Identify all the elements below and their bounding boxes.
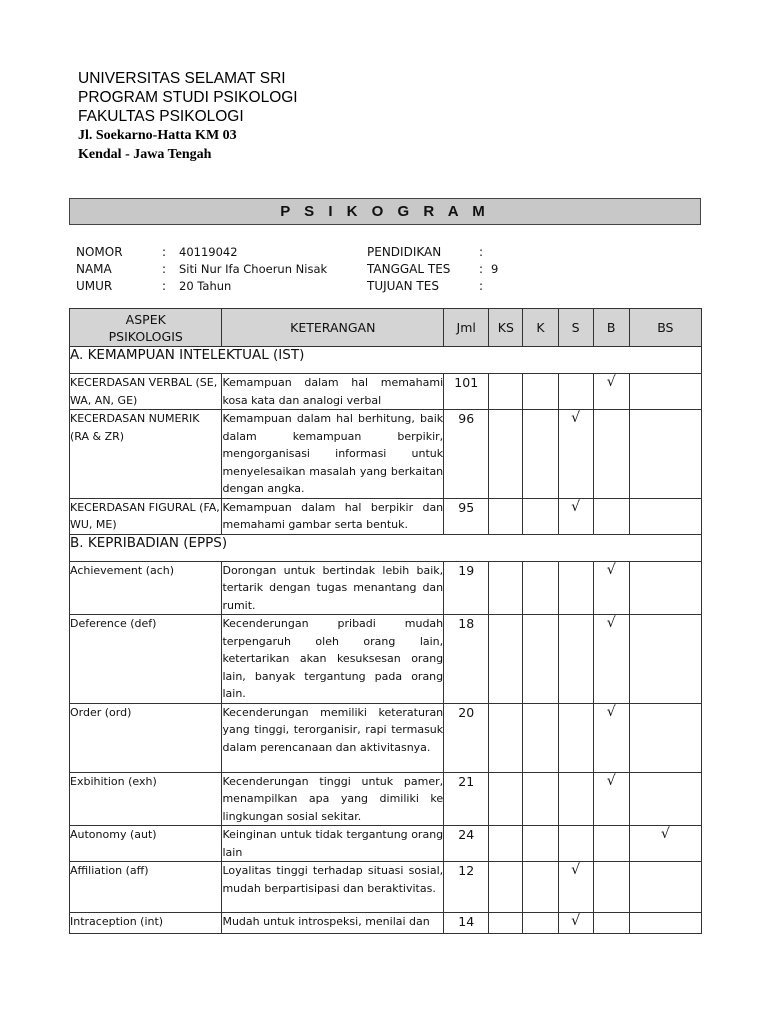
rating-cell-s [558,862,593,913]
rating-cell-ks [489,703,523,772]
aspek-cell: KECERDASAN NUMERIK (RA & ZR) [70,410,222,499]
section-row [70,347,702,374]
identity-label: PENDIDIKAN [367,245,442,259]
psychogram-table [69,308,702,934]
aspek-cell: Affiliation (aff) [70,862,222,913]
keterangan-cell: Mudah untuk introspeksi, menilai dan [222,913,444,934]
jml-cell: 19 [444,561,489,615]
identity-value: 40119042 [179,245,238,259]
rating-cell-ks [489,498,523,534]
jml-cell: 24 [444,826,489,862]
rating-cell-s [558,826,593,862]
document-title: P S I K O G R A M [280,203,490,220]
aspek-cell: Deference (def) [70,615,222,704]
rating-cell-b [593,703,629,772]
identity-row-tanggal-tes [367,261,498,278]
rating-cell-b [593,615,629,704]
rating-cell-bs [629,862,701,913]
table-row [70,615,702,704]
rating-cell-ks [489,913,523,934]
rating-cell-s [558,374,593,410]
rating-cell-bs [629,410,701,499]
rating-cell-bs [629,615,701,704]
rating-cell-bs [629,703,701,772]
check-mark: √ [660,826,670,842]
table-row [70,862,702,913]
aspek-cell: Autonomy (aut) [70,826,222,862]
rating-cell-s [558,410,593,499]
identity-label: NAMA [76,262,112,276]
rating-cell-bs [629,826,701,862]
rating-cell-k [523,703,558,772]
header-b: B [593,309,629,347]
rating-cell-k [523,862,558,913]
rating-cell-s [558,772,593,826]
rating-cell-ks [489,772,523,826]
check-mark: √ [571,913,581,929]
keterangan-cell: Kemampuan dalam hal memahami kosa kata dan analogi verbal [222,374,444,410]
rating-cell-b [593,862,629,913]
header-s: S [558,309,593,347]
identity-colon: : [162,262,167,276]
jml-cell: 96 [444,410,489,499]
identity-row-nama [76,261,327,278]
rating-cell-ks [489,410,523,499]
check-mark: √ [606,703,616,720]
identity-colon: : [479,245,484,259]
table-row [70,498,702,534]
rating-cell-k [523,826,558,862]
header-bs: BS [629,309,701,347]
rating-cell-ks [489,615,523,704]
table-row [70,374,702,410]
identity-row-nomor [76,244,327,261]
header-k: K [523,309,558,347]
identity-row-tujuan-tes [367,278,498,295]
aspek-cell: KECERDASAN FIGURAL (FA, WU, ME) [70,498,222,534]
header-keterangan: KETERANGAN [222,309,444,347]
rating-cell-b [593,410,629,499]
keterangan-cell: Kecenderungan memiliki keteraturan yang tinggi, terorganisir, rapi termasuk dalam perencanaan dan aktivitasnya. [222,703,444,772]
aspek-cell: Order (ord) [70,703,222,772]
table-row [70,826,702,862]
rating-cell-s [558,498,593,534]
institution-header [78,69,298,164]
keterangan-cell: Kemampuan dalam hal berhitung, baik dalam kemampuan berpikir, mengorganisasi informasi untuk menyelesaikan masalah yang berkaitan dengan angka. [222,410,444,499]
check-mark: √ [606,772,616,789]
identity-label: TUJUAN TES [367,279,439,293]
rating-cell-bs [629,561,701,615]
check-mark: √ [606,561,616,578]
keterangan-cell: Loyalitas tinggi terhadap situasi sosial, mudah berpartisipasi dan beraktivitas. [222,862,444,913]
table-row [70,913,702,934]
identity-value: 9 [491,262,499,276]
rating-cell-k [523,913,558,934]
keterangan-cell: Kecenderungan tinggi untuk pamer, menampilkan apa yang dimiliki ke lingkungan sosial sekitar. [222,772,444,826]
keterangan-cell: Kecenderungan pribadi mudah terpengaruh oleh orang lain, ketertarikan akan kesuksesan orang lain, banyak tergantung pada orang lain. [222,615,444,704]
identity-value: Siti Nur Ifa Choerun Nisak [179,262,328,276]
rating-cell-k [523,498,558,534]
identity-left [76,244,327,295]
jml-cell: 12 [444,862,489,913]
rating-cell-s [558,615,593,704]
identity-right [367,244,498,295]
table-body [70,347,702,934]
table-row [70,561,702,615]
rating-cell-b [593,772,629,826]
rating-cell-b [593,826,629,862]
aspek-cell: Intraception (int) [70,913,222,934]
check-mark: √ [571,410,581,426]
rating-cell-k [523,374,558,410]
rating-cell-k [523,615,558,704]
jml-cell: 20 [444,703,489,772]
section-title: B. KEPRIBADIAN (EPPS) [70,534,702,561]
rating-cell-k [523,561,558,615]
section-row [70,534,702,561]
identity-colon: : [162,245,167,259]
jml-cell: 101 [444,374,489,410]
check-mark: √ [606,615,616,631]
rating-cell-k [523,410,558,499]
rating-cell-ks [489,862,523,913]
rating-cell-bs [629,374,701,410]
check-mark: √ [571,498,581,515]
header-jml: Jml [444,309,489,347]
rating-cell-b [593,498,629,534]
identity-label: NOMOR [76,245,123,259]
program-name: PROGRAM STUDI PSIKOLOGI [78,89,298,106]
faculty-name: FAKULTAS PSIKOLOGI [78,108,244,125]
city-line: Kendal - Jawa Tengah [78,147,212,162]
keterangan-cell: Dorongan untuk bertindak lebih baik, tertarik dengan tugas menantang dan rumit. [222,561,444,615]
identity-row-umur [76,278,327,295]
jml-cell: 18 [444,615,489,704]
document-title-bar [69,198,701,225]
identity-colon: : [479,279,484,293]
identity-label: TANGGAL TES [367,262,451,276]
check-mark: √ [571,862,581,878]
rating-cell-b [593,561,629,615]
keterangan-cell: Keinginan untuk tidak tergantung orang lain [222,826,444,862]
aspek-cell: Exbihition (exh) [70,772,222,826]
rating-cell-k [523,772,558,826]
jml-cell: 14 [444,913,489,934]
identity-colon: : [479,262,484,276]
rating-cell-bs [629,498,701,534]
aspek-cell: KECERDASAN VERBAL (SE, WA, AN, GE) [70,374,222,410]
rating-cell-s [558,561,593,615]
rating-cell-ks [489,374,523,410]
rating-cell-s [558,703,593,772]
rating-cell-ks [489,826,523,862]
table-row [70,703,702,772]
table-row [70,410,702,499]
jml-cell: 95 [444,498,489,534]
identity-colon: : [162,279,167,293]
rating-cell-bs [629,913,701,934]
jml-cell: 21 [444,772,489,826]
rating-cell-b [593,913,629,934]
rating-cell-b [593,374,629,410]
table-header-row [70,309,702,347]
university-name: UNIVERSITAS SELAMAT SRI [78,70,286,87]
aspek-cell: Achievement (ach) [70,561,222,615]
section-title: A. KEMAMPUAN INTELEKTUAL (IST) [70,347,702,374]
header-ks: KS [489,309,523,347]
rating-cell-s [558,913,593,934]
check-mark: √ [606,374,616,390]
identity-row-pendidikan [367,244,498,261]
identity-label: UMUR [76,279,113,293]
keterangan-cell: Kemampuan dalam hal berpikir dan memahami gambar serta bentuk. [222,498,444,534]
header-aspek: ASPEK PSIKOLOGIS [70,309,222,347]
table-row [70,772,702,826]
rating-cell-bs [629,772,701,826]
rating-cell-ks [489,561,523,615]
identity-value: 20 Tahun [179,279,232,293]
address-line: Jl. Soekarno-Hatta KM 03 [78,128,237,143]
